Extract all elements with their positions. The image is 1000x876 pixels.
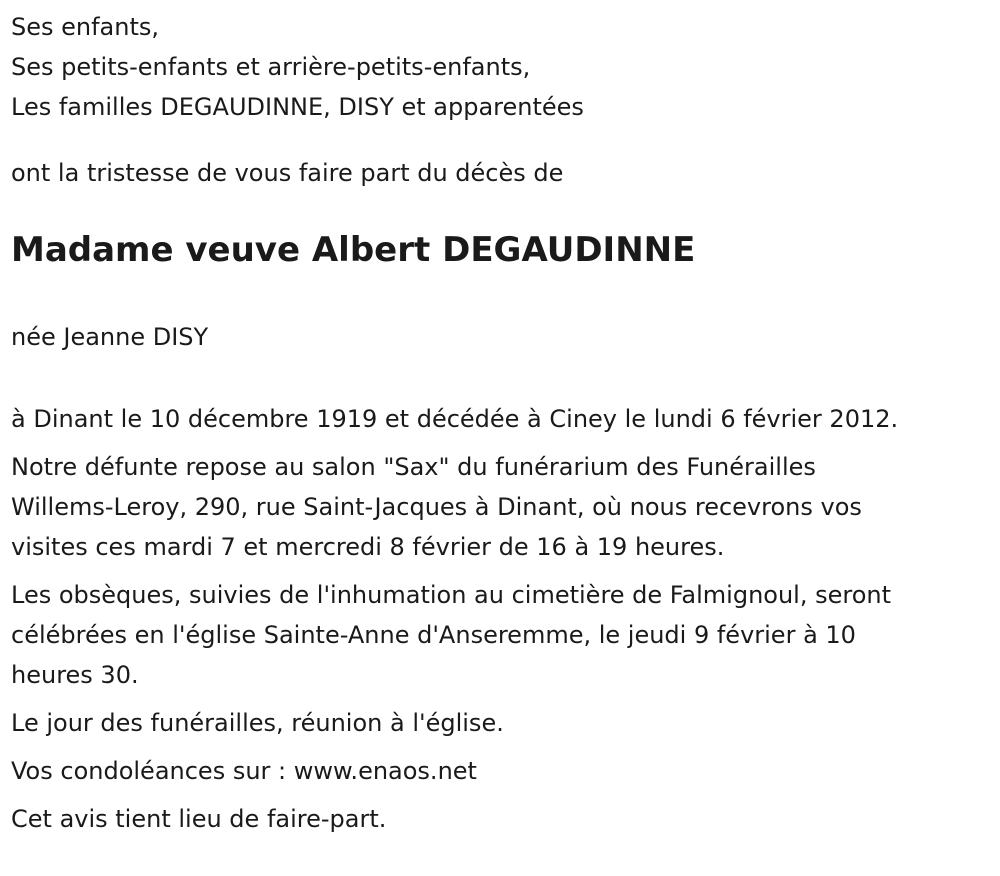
rest-paragraph [11, 447, 991, 567]
funeral-line: Les obsèques, suivies de l'inhumation au cimetière de Falmignoul, seront [11, 581, 892, 609]
funeral-line: heures 30. [11, 661, 139, 689]
meeting-paragraph: Le jour des funérailles, réunion à l'église. [11, 709, 504, 737]
family-line-children: Ses enfants, [11, 13, 160, 41]
deceased-name: Madame veuve Albert DEGAUDINNE [11, 230, 696, 270]
obituary-notice [11, 0, 991, 839]
announcement-text: ont la tristesse de vous faire part du décès de [11, 159, 564, 187]
birth-death-paragraph: à Dinant le 10 décembre 1919 et décédée à Ciney le lundi 6 février 2012. [11, 405, 899, 433]
rest-line: Notre défunte repose au salon "Sax" du funérarium des Funérailles [11, 453, 816, 481]
family-line-families: Les familles DEGAUDINNE, DISY et apparentées [11, 93, 584, 121]
family-list [11, 7, 991, 127]
funeral-paragraph [11, 575, 991, 695]
rest-line: Willems-Leroy, 290, rue Saint-Jacques à Dinant, où nous recevrons vos [11, 493, 862, 521]
rest-line: visites ces mardi 7 et mercredi 8 février de 16 à 19 heures. [11, 533, 725, 561]
condolences-paragraph: Vos condoléances sur : www.enaos.net [11, 757, 477, 785]
maiden-name: née Jeanne DISY [11, 323, 209, 351]
funeral-line: célébrées en l'église Sainte-Anne d'Anseremme, le jeudi 9 février à 10 [11, 621, 856, 649]
closing-paragraph: Cet avis tient lieu de faire-part. [11, 805, 387, 833]
family-line-grandchildren: Ses petits-enfants et arrière-petits-enfants, [11, 53, 531, 81]
